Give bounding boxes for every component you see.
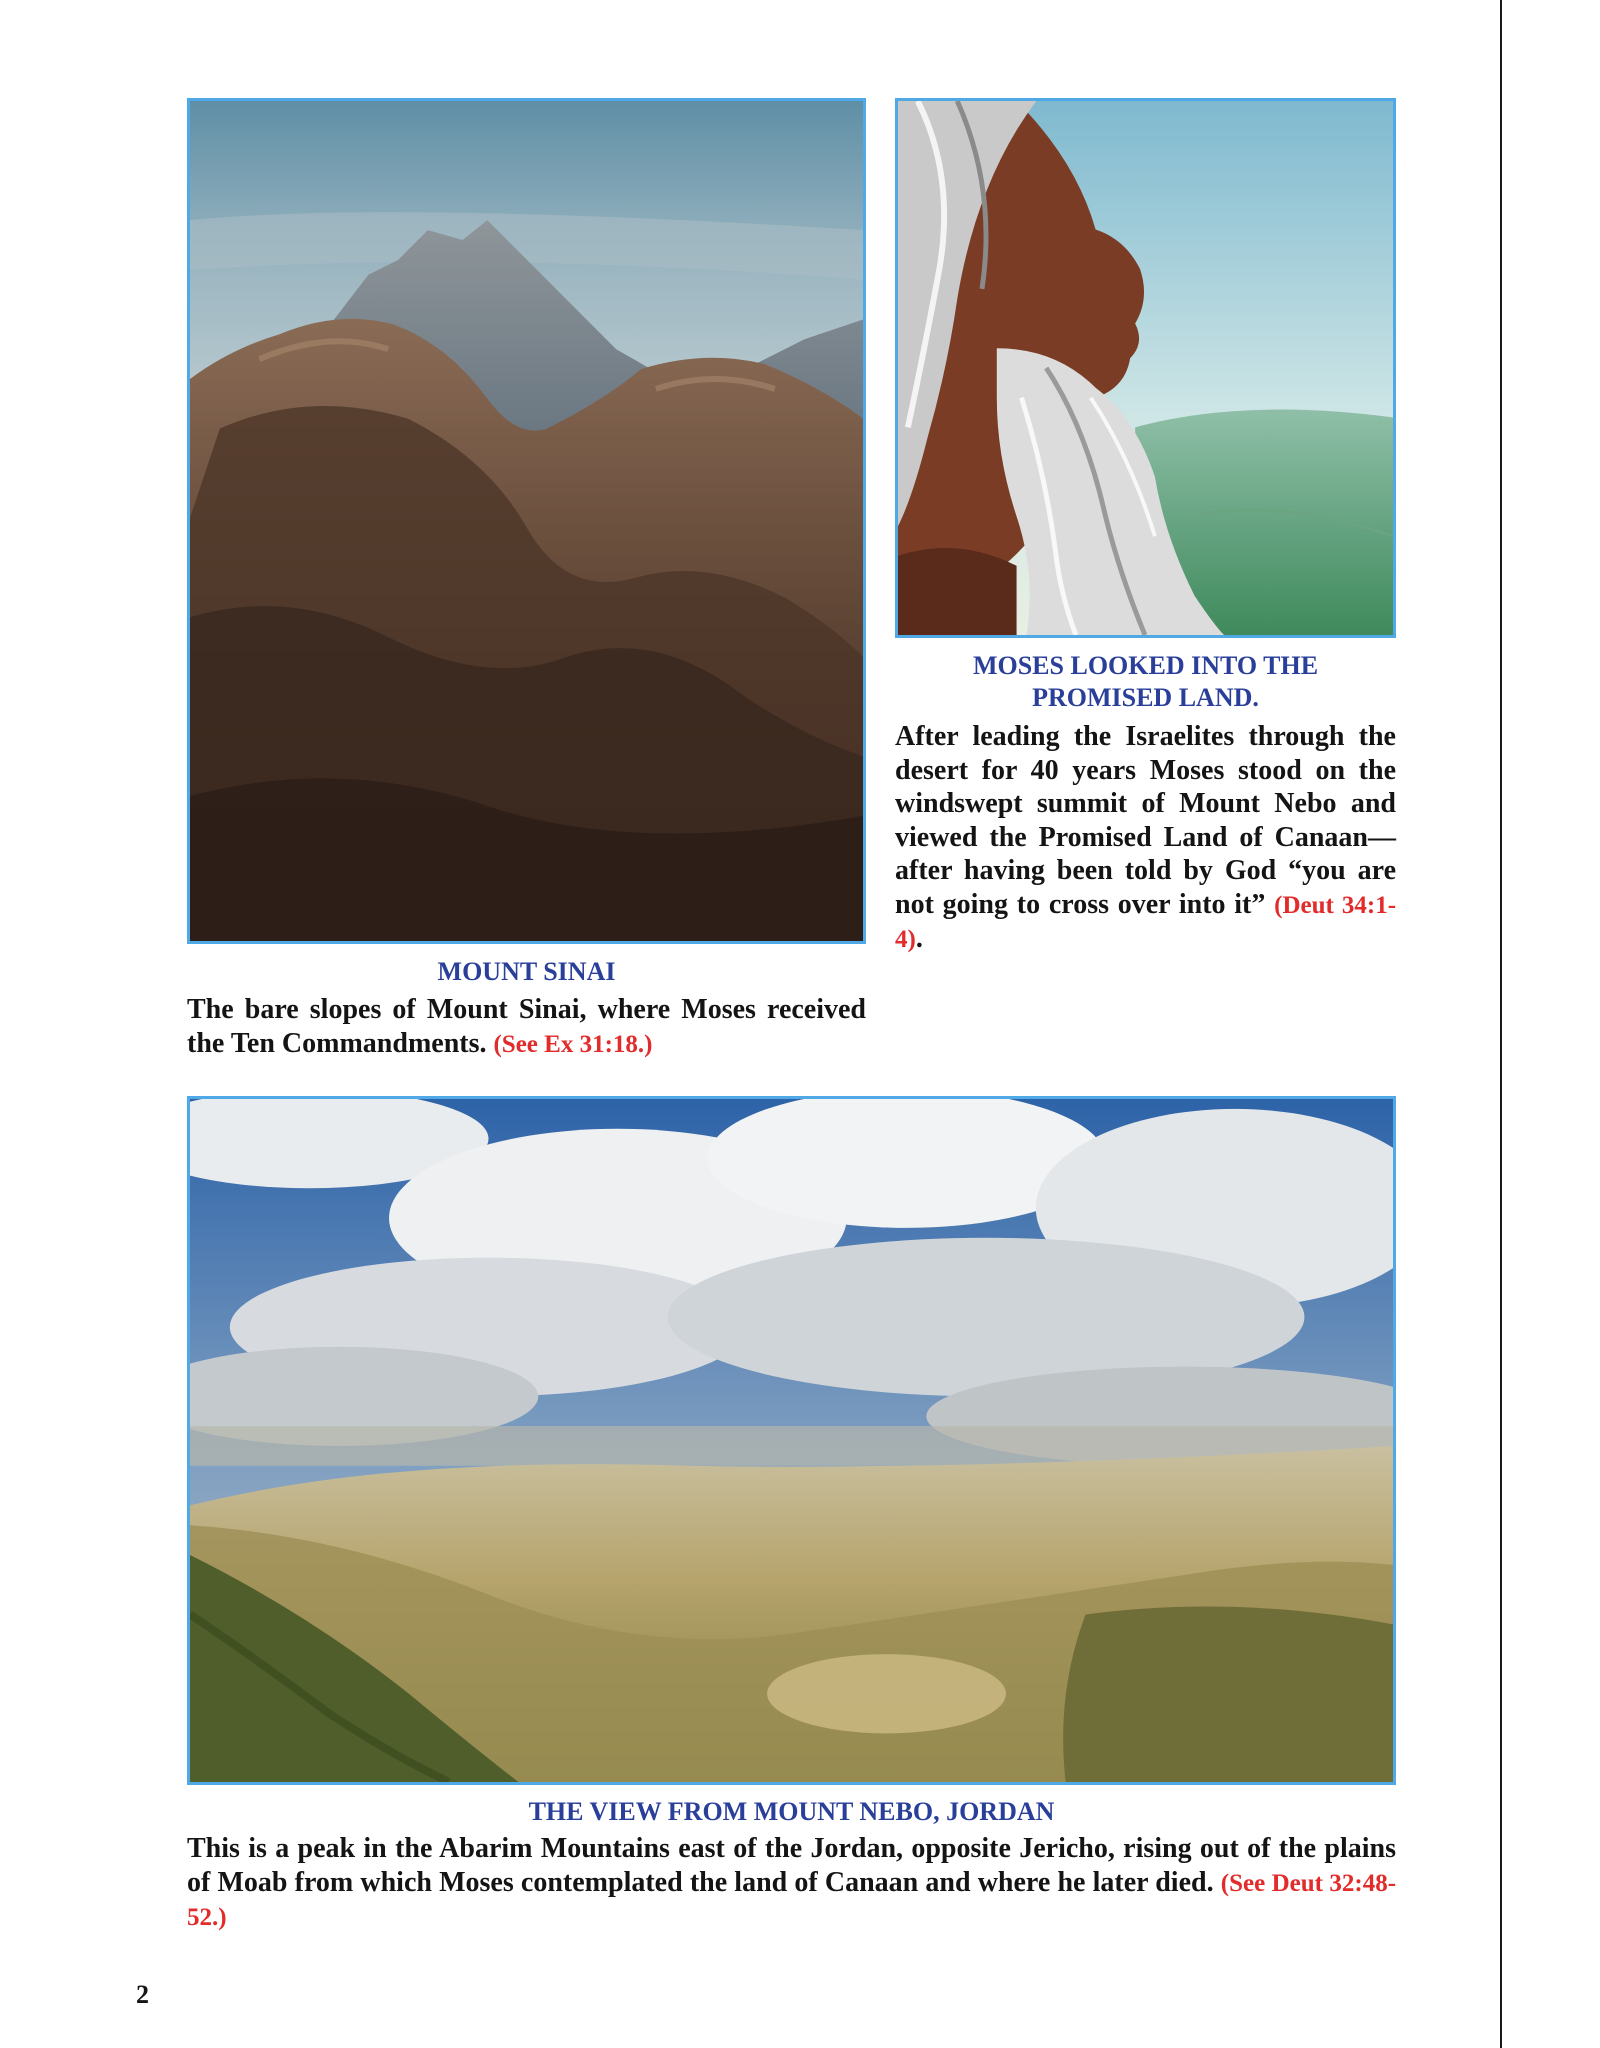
mount-nebo-photo [187, 1096, 1396, 1785]
moses-title-line-1: MOSES LOOKED INTO THE [972, 651, 1319, 680]
mount-nebo-caption-text: This is a peak in the Abarim Mountains east of the Jordan, opposite Jericho, rising out of the plains of Moab from which Moses contemplated the land of Canaan and where he later died. [187, 1833, 1396, 1898]
mount-sinai-image [190, 101, 863, 941]
moses-title-line-2: PROMISED LAND. [1032, 683, 1259, 712]
moses-illustration [895, 98, 1396, 638]
moses-reference: (Deut 34:1-4) [895, 891, 1397, 953]
moses-caption-body [895, 720, 1396, 957]
mount-sinai-caption-title: MOUNT SINAI [437, 957, 616, 986]
page-number: 2 [136, 1980, 149, 2009]
mount-sinai-photo [187, 98, 866, 944]
mount-nebo-caption-title: THE VIEW FROM MOUNT NEBO, JORDAN [528, 1797, 1055, 1826]
moses-image [898, 101, 1393, 635]
moses-trailing-period: . [915, 923, 923, 954]
mount-sinai-reference: (See Ex 31:18.) [493, 1030, 653, 1058]
mount-nebo-reference: (See Deut 32:48-52.) [187, 1869, 1397, 1931]
mount-nebo-caption-body [187, 1832, 1396, 1935]
mount-nebo-image [190, 1099, 1393, 1782]
page-edge-line [1500, 0, 1502, 2048]
mount-sinai-caption-body [187, 993, 866, 1061]
moses-caption-text: After leading the Israelites through the desert for 40 years Moses stood on the windswept summit of Mount Nebo and viewed the Promised Land of Canaan—after having been told by God “you are not going to cross over into it” [895, 721, 1396, 920]
mount-sinai-caption-text: The bare slopes of Mount Sinai, where Moses received the Ten Commandments. [187, 994, 866, 1059]
moses-caption-title [895, 650, 1396, 714]
